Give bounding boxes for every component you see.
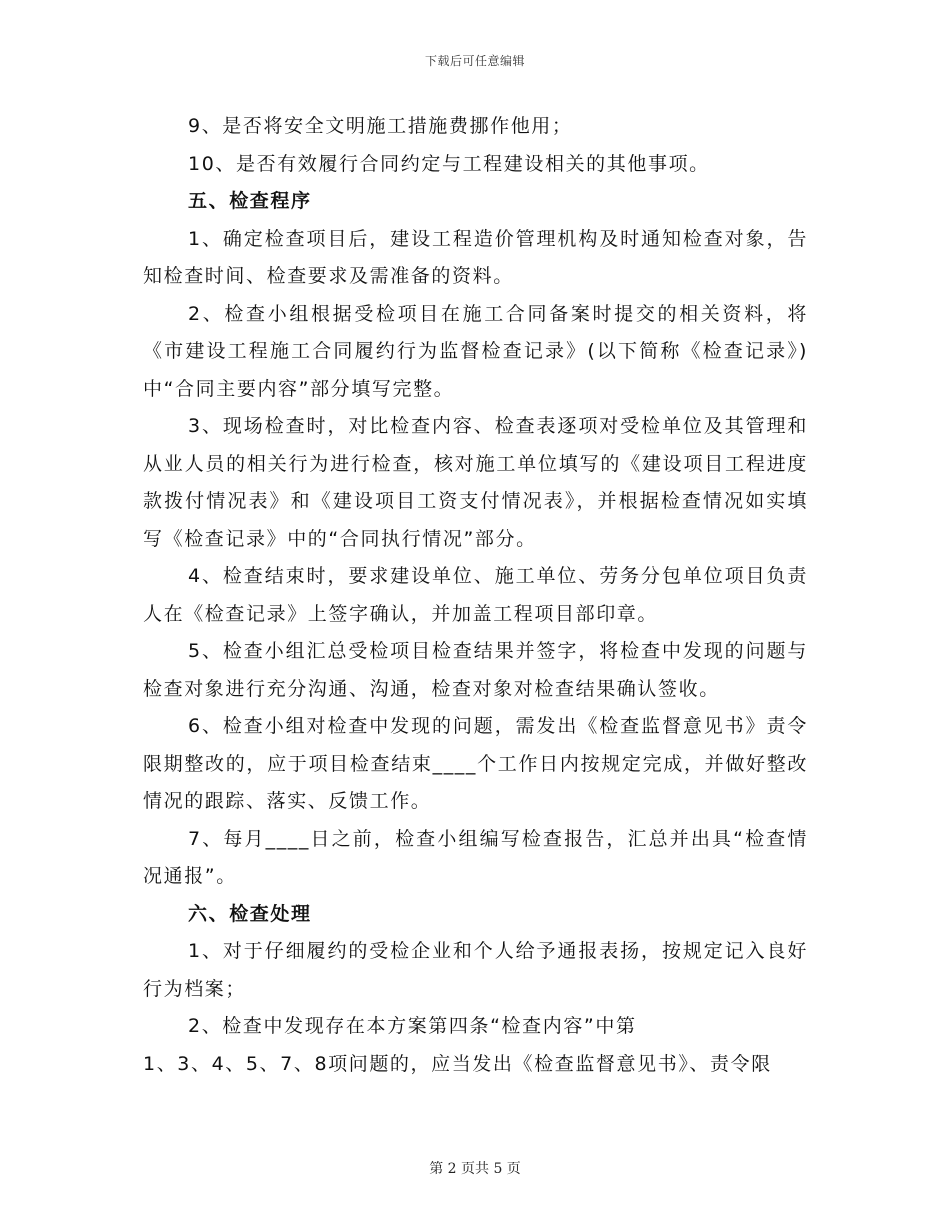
procedure-step-3: 3、现场检查时，对比检查内容、检查表逐项对受检单位及其管理和从业人员的相关行为进行检查，核对施工单位填写的《建设项目工程进度款拨付情况表》和《建设项目工资支付情况表》，并根据检查情况如实填写《检查记录》中的“合同执行情况”部分。 [143,415,808,550]
page-footer: 第 2 页共 5 页 [429,1161,521,1177]
procedure-step-5: 5、检查小组汇总受检项目检查结果并签字，将检查中发现的问题与检查对象进行充分沟通、沟通，检查对象对检查结果确认签收。 [143,640,808,700]
procedure-step-6: 6、检查小组对检查中发现的问题，需发出《检查监督意见书》责令限期整改的，应于项目检查结束____个工作日内按规定完成，并做好整改情况的跟踪、落实、反馈工作。 [143,715,808,812]
item-9: 9、是否将安全文明施工措施费挪作他用； [188,115,573,137]
procedure-step-2: 2、检查小组根据受检项目在施工合同备案时提交的相关资料，将《市建设工程施工合同履约行为监督检查记录》(以下简称《检查记录》)中“合同主要内容”部分填写完整。 [143,302,808,400]
handling-item-2: 2、检查中发现存在本方案第四条“检查内容”中第 [188,1015,637,1037]
procedure-step-1: 1、确定检查项目后，建设工程造价管理机构及时通知检查对象，告知检查时间、检查要求及需准备的资料。 [143,227,808,287]
procedure-step-7: 7、每月____日之前，检查小组编写检查报告，汇总并出具“检查情况通报”。 [143,827,808,887]
page-header: 下载后可任意编辑 [424,54,525,68]
handling-item-1: 1、对于仔细履约的受检企业和个人给予通报表扬，按规定记入良好行为档案； [143,940,808,1000]
section-heading-5: 五、检查程序 [188,190,312,212]
document-body [143,108,808,1083]
item-10: 10、是否有效履行合同约定与工程建设相关的其他事项。 [188,152,710,175]
procedure-step-4: 4、检查结束时，要求建设单位、施工单位、劳务分包单位项目负责人在《检查记录》上签字确认，并加盖工程项目部印章。 [143,565,808,625]
section-heading-6: 六、检查处理 [188,902,312,925]
handling-item-2-continued: 1、3、4、5、7、8项问题的，应当发出《检查监督意见书》、责令限 [143,1052,772,1075]
